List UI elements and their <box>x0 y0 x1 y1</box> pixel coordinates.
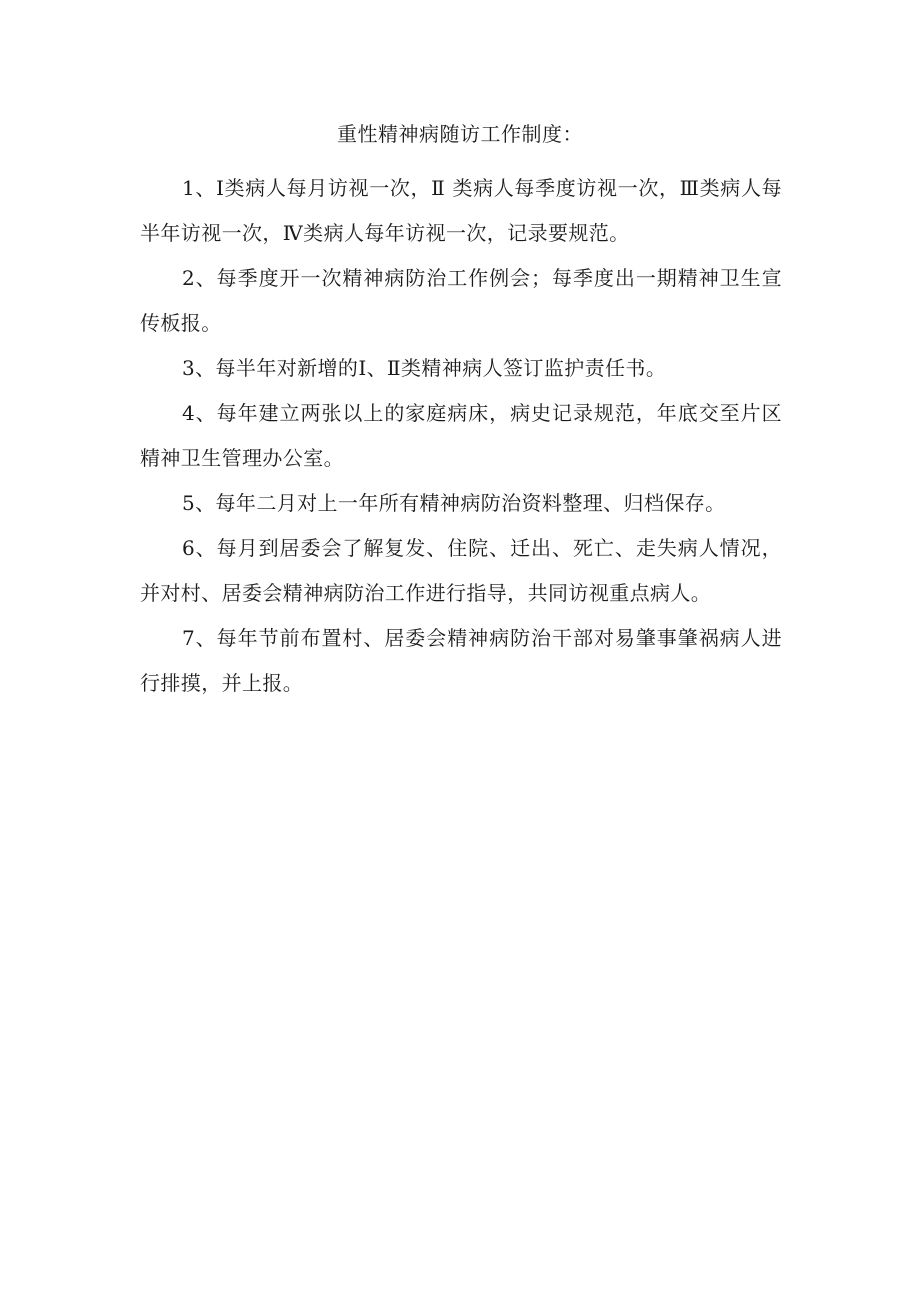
rule-item-5: 5、每年二月对上一年所有精神病防治资料整理、归档保存。 <box>182 491 726 515</box>
rule-item-6: 6、每月到居委会了解复发、住院、迁出、死亡、走失病人情况，并对村、居委会精神病防治工作进行指导，共同访视重点病人。 <box>140 536 782 605</box>
rule-item-2: 2、每季度开一次精神病防治工作例会；每季度出一期精神卫生宣传板报。 <box>140 266 782 335</box>
rule-item-7: 7、每年节前布置村、居委会精神病防治干部对易肇事肇祸病人进行排摸，并上报。 <box>140 626 782 695</box>
document-title: 重性精神病随访工作制度： <box>337 122 583 146</box>
rule-item-3: 3、每半年对新增的Ⅰ、Ⅱ类精神病人签订监护责任书。 <box>182 356 667 380</box>
document-body <box>140 166 782 706</box>
rule-item-1: 1、Ⅰ类病人每月访视一次，Ⅱ 类病人每季度访视一次，Ⅲ类病人每半年访视一次，Ⅳ类病人每年访视一次，记录要规范。 <box>140 176 782 245</box>
rule-item-4: 4、每年建立两张以上的家庭病床，病史记录规范，年底交至片区精神卫生管理办公室。 <box>140 401 782 470</box>
